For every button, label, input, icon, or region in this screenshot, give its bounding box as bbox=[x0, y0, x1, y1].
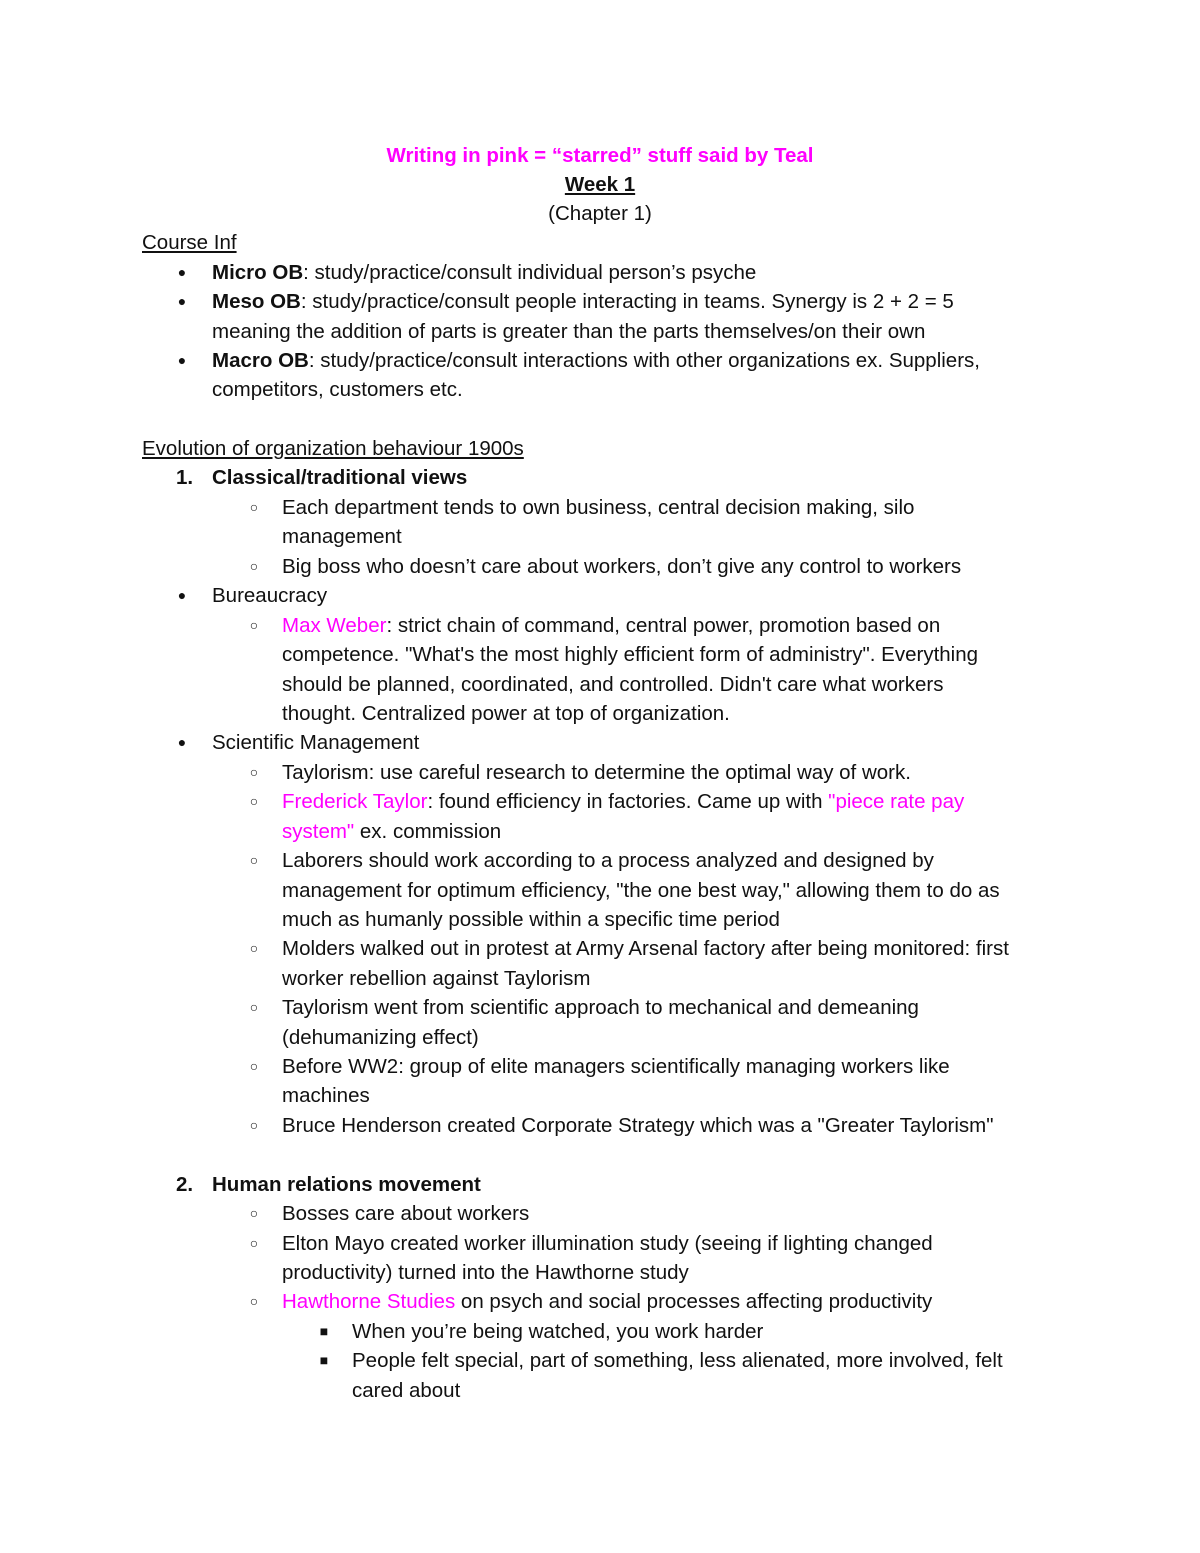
list-item: Big boss who doesn’t care about workers, don’t give any control to workers bbox=[282, 555, 962, 578]
hawthorne-name: Hawthorne Studies bbox=[282, 1290, 456, 1313]
list-item: Taylorism: use careful research to determine the optimal way of work. bbox=[282, 761, 911, 784]
circle-bullet-icon: ○ bbox=[249, 499, 259, 515]
taylor-continuation: system" ex. commission bbox=[282, 820, 502, 843]
list-item-continuation: management for optimum efficiency, "the one best way," allowing them to do as bbox=[282, 879, 1000, 902]
sub-list-item: People felt special, part of something, less alienated, more involved, felt bbox=[352, 1349, 1003, 1372]
taylor-item: Frederick Taylor: found efficiency in factories. Came up with "piece rate pay bbox=[282, 790, 965, 813]
square-bullet-icon: ■ bbox=[319, 1352, 329, 1368]
human-relations-title: Human relations movement bbox=[212, 1173, 481, 1196]
disc-bullet-icon: ● bbox=[177, 587, 187, 603]
list-item: Bruce Henderson created Corporate Strategy which was a "Greater Taylorism" bbox=[282, 1114, 994, 1137]
classical-views-title: Classical/traditional views bbox=[212, 466, 468, 489]
macro-ob-item: Macro OB: study/practice/consult interactions with other organizations ex. Suppliers, bbox=[212, 349, 980, 372]
disc-bullet-icon: ● bbox=[177, 293, 187, 309]
circle-bullet-icon: ○ bbox=[249, 1293, 259, 1309]
list-item-continuation: worker rebellion against Taylorism bbox=[282, 967, 591, 990]
circle-bullet-icon: ○ bbox=[249, 793, 259, 809]
course-info-heading: Course Inf bbox=[142, 231, 237, 254]
list-item: Elton Mayo created worker illumination study (seeing if lighting changed bbox=[282, 1232, 933, 1255]
section-number: 1. bbox=[176, 466, 194, 489]
list-item-continuation: much as humanly possible within a specific time period bbox=[282, 908, 780, 931]
sub-list-item: When you’re being watched, you work harder bbox=[352, 1320, 764, 1343]
taylor-name: Frederick Taylor bbox=[282, 790, 428, 813]
hawthorne-item: Hawthorne Studies on psych and social processes affecting productivity bbox=[282, 1290, 933, 1313]
list-item: Each department tends to own business, central decision making, silo bbox=[282, 496, 915, 519]
list-item: Molders walked out in protest at Army Arsenal factory after being monitored: first bbox=[282, 937, 1009, 960]
circle-bullet-icon: ○ bbox=[249, 617, 259, 633]
week-heading: Week 1 bbox=[564, 173, 636, 196]
circle-bullet-icon: ○ bbox=[249, 940, 259, 956]
chapter-label: (Chapter 1) bbox=[548, 202, 652, 225]
circle-bullet-icon: ○ bbox=[249, 558, 259, 574]
disc-bullet-icon: ● bbox=[177, 352, 187, 368]
list-item: Laborers should work according to a process analyzed and designed by bbox=[282, 849, 934, 872]
weber-continuation: competence. "What's the most highly efficient form of administry". Everything bbox=[282, 643, 979, 666]
disc-bullet-icon: ● bbox=[177, 264, 187, 280]
circle-bullet-icon: ○ bbox=[249, 1235, 259, 1251]
section-number: 2. bbox=[176, 1173, 194, 1196]
meso-ob-item: Meso OB: study/practice/consult people interacting in teams. Synergy is 2 + 2 = 5 bbox=[212, 290, 954, 313]
circle-bullet-icon: ○ bbox=[249, 852, 259, 868]
list-item-continuation: management bbox=[282, 525, 402, 548]
evolution-heading: Evolution of organization behaviour 1900s bbox=[142, 437, 524, 460]
circle-bullet-icon: ○ bbox=[249, 999, 259, 1015]
list-item: Bosses care about workers bbox=[282, 1202, 530, 1225]
page-title: Writing in pink = “starred” stuff said by Teal bbox=[386, 144, 814, 167]
scientific-management-item: Scientific Management bbox=[212, 731, 420, 754]
sub-list-item-continuation: cared about bbox=[352, 1379, 461, 1402]
list-item-continuation: machines bbox=[282, 1084, 370, 1107]
circle-bullet-icon: ○ bbox=[249, 1205, 259, 1221]
list-item-continuation: (dehumanizing effect) bbox=[282, 1026, 479, 1049]
micro-ob-item: Micro OB: study/practice/consult individual person’s psyche bbox=[212, 261, 757, 284]
bureaucracy-item: Bureaucracy bbox=[212, 584, 328, 607]
meso-ob-continuation: meaning the addition of parts is greater than the parts themselves/on their own bbox=[212, 320, 926, 343]
weber-continuation: should be planned, coordinated, and controlled. Didn't care what workers bbox=[282, 673, 944, 696]
weber-continuation: thought. Centralized power at top of organization. bbox=[282, 702, 730, 725]
weber-item: Max Weber: strict chain of command, central power, promotion based on bbox=[282, 614, 941, 637]
weber-name: Max Weber bbox=[282, 614, 387, 637]
list-item: Before WW2: group of elite managers scientifically managing workers like bbox=[282, 1055, 950, 1078]
disc-bullet-icon: ● bbox=[177, 734, 187, 750]
list-item-continuation: productivity) turned into the Hawthorne study bbox=[282, 1261, 689, 1284]
square-bullet-icon: ■ bbox=[319, 1323, 329, 1339]
circle-bullet-icon: ○ bbox=[249, 1117, 259, 1133]
circle-bullet-icon: ○ bbox=[249, 1058, 259, 1074]
macro-ob-continuation: competitors, customers etc. bbox=[212, 378, 463, 401]
circle-bullet-icon: ○ bbox=[249, 764, 259, 780]
list-item: Taylorism went from scientific approach to mechanical and demeaning bbox=[282, 996, 919, 1019]
